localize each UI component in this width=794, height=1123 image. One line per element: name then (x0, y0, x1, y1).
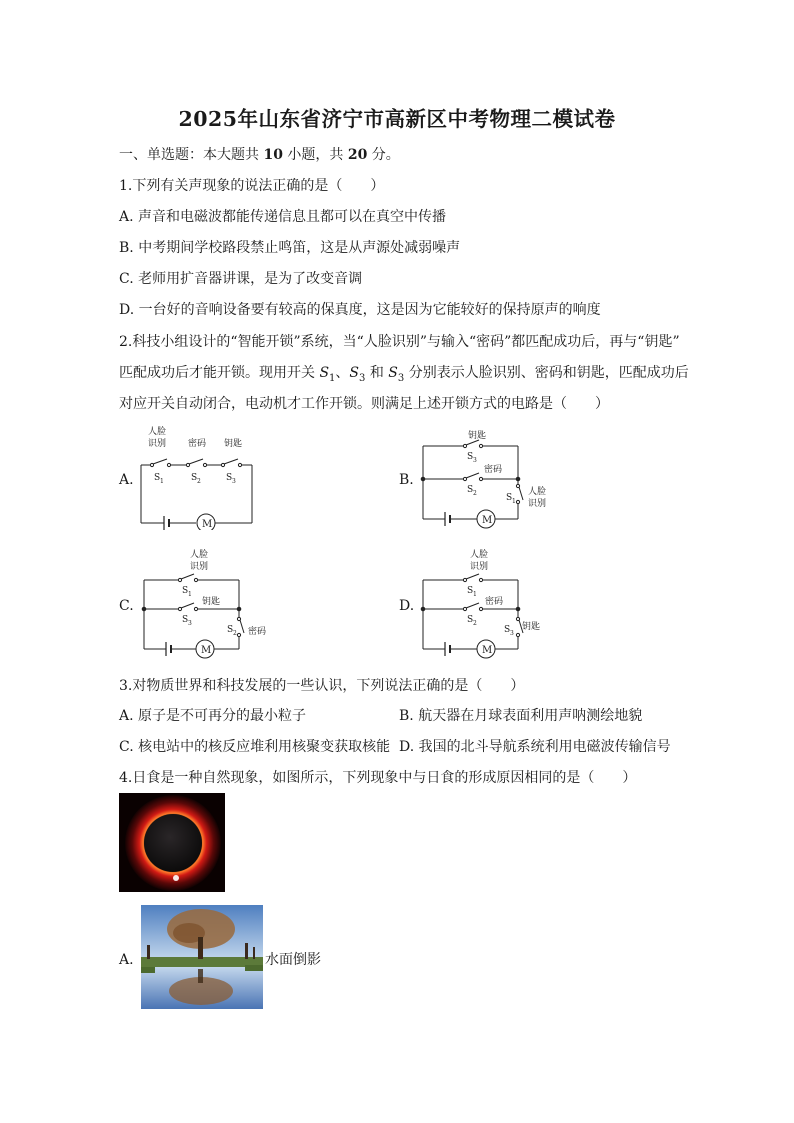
q2-option-a-label: A. (119, 472, 134, 488)
svg-text:2: 2 (233, 630, 237, 637)
svg-text:1: 1 (512, 498, 516, 505)
svg-text:密码: 密码 (484, 465, 503, 475)
water-reflection-image (141, 905, 263, 1013)
question-3-stem: 3.对物质世界和科技发展的一些认识，下列说法正确的是（ ） (119, 678, 525, 694)
q4-option-a-label: A. (119, 952, 134, 968)
circuit-d (415, 545, 565, 661)
q2-option-b-label: B. (399, 472, 414, 488)
svg-text:识别: 识别 (190, 562, 209, 572)
svg-text:M: M (201, 645, 212, 656)
q2-option-d-label: D. (399, 598, 415, 614)
svg-text:M: M (482, 515, 493, 526)
q1-option-b: B. 中考期间学校路段禁止鸣笛，这是从声源处减弱噪声 (119, 240, 461, 256)
svg-text:钥匙: 钥匙 (522, 622, 541, 632)
q1-option-d: D. 一台好的音响设备要有较高的保真度，这是因为它能较好的保持原声的响度 (119, 302, 601, 318)
svg-text:S: S (154, 473, 161, 483)
svg-text:密码: 密码 (248, 627, 267, 637)
svg-text:S: S (504, 625, 511, 635)
circuit-a (136, 420, 266, 530)
section-heading: 一、单选题：本大题共 10 小题，共 20 分。 (119, 147, 400, 163)
solar-eclipse-image (119, 793, 225, 896)
svg-text:识别: 识别 (528, 499, 547, 509)
svg-text:S: S (467, 452, 474, 462)
svg-text:M: M (202, 519, 213, 530)
q3-option-b: B. 航天器在月球表面利用声呐测绘地貌 (399, 708, 643, 724)
q4-option-a-text: 水面倒影 (265, 952, 321, 968)
svg-text:人脸: 人脸 (470, 550, 489, 560)
question-2-stem-line1: 2.科技小组设计的“智能开锁”系统，当“人脸识别”与输入“密码”都匹配成功后，再与“钥匙” (119, 334, 680, 350)
svg-text:人脸: 人脸 (528, 487, 547, 497)
q3-option-c: C. 核电站中的核反应堆利用核聚变获取核能 (119, 739, 391, 755)
svg-text:S: S (226, 473, 233, 483)
svg-text:钥匙: 钥匙 (468, 431, 487, 441)
circuit-b (415, 424, 565, 534)
svg-text:S: S (227, 625, 234, 635)
svg-text:M: M (482, 645, 493, 656)
svg-text:识别: 识别 (148, 439, 167, 449)
svg-text:人脸: 人脸 (190, 550, 209, 560)
question-1-stem: 1.下列有关声现象的说法正确的是（ ） (119, 178, 385, 194)
svg-text:3: 3 (473, 457, 477, 464)
svg-text:人脸: 人脸 (148, 427, 167, 437)
q2-option-c-label: C. (119, 598, 134, 614)
svg-text:1: 1 (188, 591, 192, 598)
svg-text:3: 3 (188, 620, 192, 627)
q1-option-c: C. 老师用扩音器讲课，是为了改变音调 (119, 271, 363, 287)
svg-text:2: 2 (473, 490, 477, 497)
q1-option-a: A. 声音和电磁波都能传递信息且都可以在真空中传播 (119, 209, 447, 225)
svg-text:密码: 密码 (485, 597, 504, 607)
svg-text:钥匙: 钥匙 (202, 597, 221, 607)
svg-text:S: S (467, 586, 474, 596)
svg-text:1: 1 (160, 478, 164, 485)
svg-text:1: 1 (473, 591, 477, 598)
svg-text:2: 2 (197, 478, 201, 485)
q3-option-d: D. 我国的北斗导航系统利用电磁波传输信号 (399, 739, 671, 755)
circuit-c (136, 545, 286, 661)
question-4-stem: 4.日食是一种自然现象，如图所示，下列现象中与日食的形成原因相同的是（ ） (119, 770, 637, 786)
svg-text:S: S (191, 473, 198, 483)
svg-text:S: S (506, 493, 513, 503)
svg-text:2: 2 (473, 620, 477, 627)
svg-text:3: 3 (232, 478, 236, 485)
page-title: 2025年山东省济宁市高新区中考物理二模试卷 (178, 107, 616, 131)
q3-option-a: A. 原子是不可再分的最小粒子 (119, 708, 307, 724)
svg-text:密码: 密码 (188, 439, 207, 449)
svg-text:S: S (182, 615, 189, 625)
svg-text:识别: 识别 (470, 562, 489, 572)
question-2-stem-line3: 对应开关自动闭合，电动机才工作开锁。则满足上述开锁方式的电路是（ ） (119, 396, 609, 412)
svg-text:3: 3 (510, 630, 514, 637)
svg-text:S: S (467, 615, 474, 625)
svg-text:钥匙: 钥匙 (224, 439, 243, 449)
svg-text:S: S (182, 586, 189, 596)
svg-text:S: S (467, 485, 474, 495)
question-2-stem-line2: 匹配成功后才能开锁。现用开关 $S_1$、$S_3$ 和 $S_3$ 分别表示人脸识别、密码和钥匙，匹配成功后 (119, 365, 689, 384)
